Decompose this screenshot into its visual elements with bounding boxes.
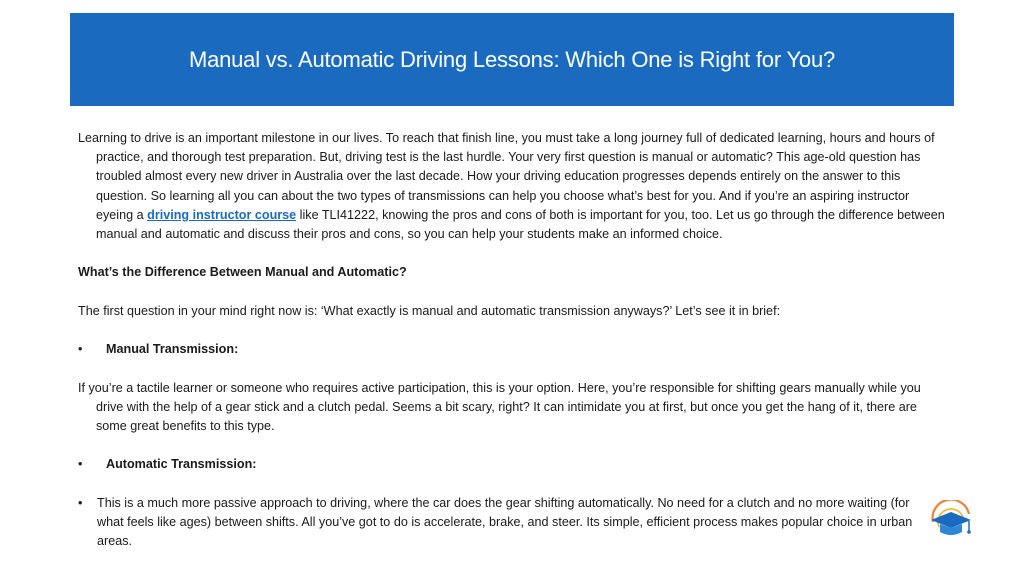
article-body [78, 129, 948, 551]
driving-instructor-course-link[interactable]: driving instructor course [147, 207, 297, 222]
bullet-icon: • [78, 495, 83, 510]
automatic-label: Automatic Transmission: [106, 457, 257, 472]
title-banner [70, 13, 954, 106]
automatic-text: This is a much more passive approach to driving, where the car does the gear shifting automatically. No need for a clutch and no more waiting (for what feels like ages) between shifts. All you’ve got to do is accelerate, brake, and steer. Its simple, efficient process makes popular choice in urban areas. [97, 495, 913, 549]
intro-text-after-link: like TLI41222, knowing the pros and cons of both is important for you, too. Let us go through the difference between manual and automatic and discuss their pros and cons, so you can help your students make an informed choice. [96, 207, 945, 242]
graduation-cap-logo-icon [925, 500, 977, 540]
automatic-paragraph [78, 494, 948, 552]
intro-text-before-link: Learning to drive is an important milestone in our lives. To reach that finish line, you must take a long journey full of dedicated learning, hours and hours of practice, and thorough test preparation. But, driving test is the last hurdle. Your very first question is manual or automatic? This age-old question has troubled almost every new driver in Australia over the last decade. How your driving education progresses depends entirely on the answer to this question. So learning all you can about the two types of transmissions can help you choose what’s best for you. And if you’re an aspiring instructor eyeing a [78, 131, 935, 222]
automatic-bullet [78, 455, 948, 474]
manual-paragraph: If you’re a tactile learner or someone who requires active participation, this is your option. Here, you’re responsible for shifting gears manually while you drive with the help of a gear stick and a clutch pedal. Seems a bit scary, right? It can intimidate you at first, but once you get the hang of it, there are some great benefits to this type. [78, 380, 921, 433]
manual-label: Manual Transmission: [106, 342, 239, 357]
section-heading: What’s the Difference Between Manual and Automatic? [78, 265, 407, 280]
page-title: Manual vs. Automatic Driving Lessons: Which One is Right for You? [188, 46, 836, 72]
bullet-icon: • [78, 457, 83, 472]
manual-bullet [78, 340, 948, 359]
bullet-icon: • [78, 342, 83, 357]
intro-paragraph [78, 129, 948, 244]
question-paragraph: The first question in your mind right now is: ‘What exactly is manual and automatic transmission anyways?’ Let’s see it in brief: [78, 303, 781, 318]
